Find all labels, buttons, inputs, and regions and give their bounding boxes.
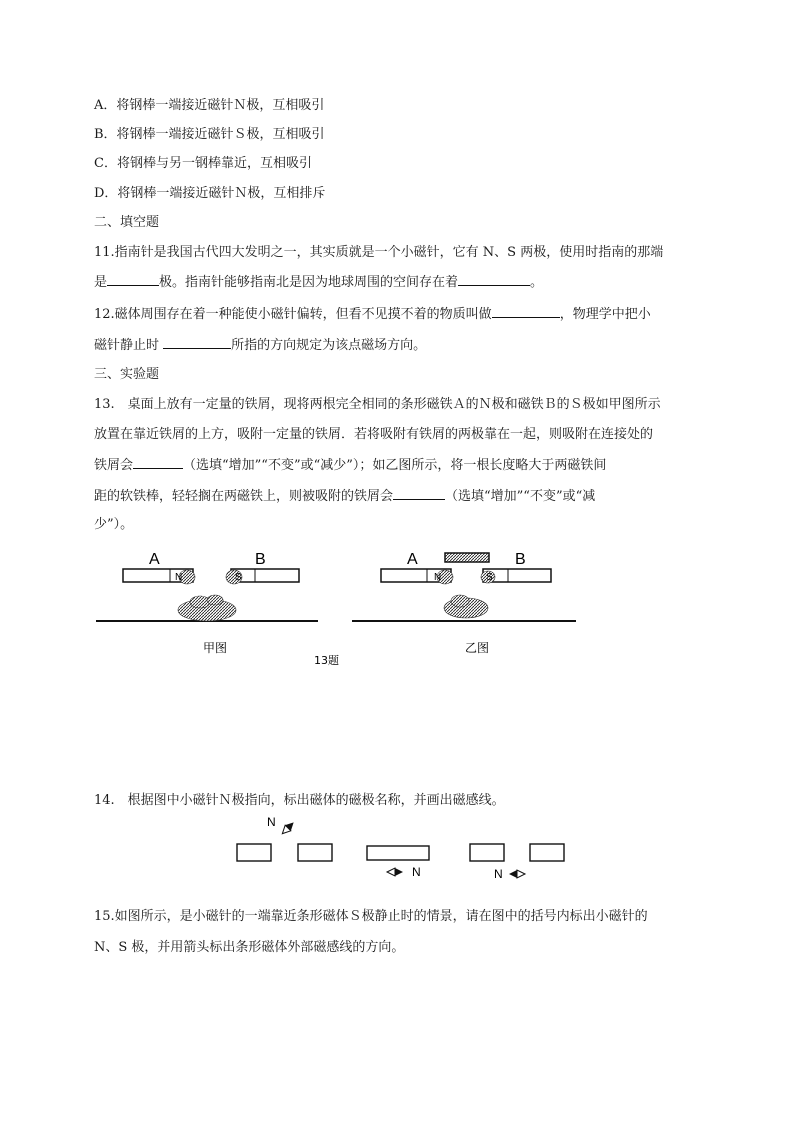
option-d: D．将钢棒一端接近磁针Ｎ极，互相排斥 [94, 186, 326, 201]
label-n-1: N [267, 815, 276, 829]
label-s-right: S [486, 572, 493, 583]
q12-line-2 [94, 336, 426, 355]
label-b-left: B [255, 551, 266, 568]
option-a: A．将钢棒一端接近磁针Ｎ极，互相吸引 [94, 98, 325, 113]
q13-figure [90, 540, 590, 670]
option-b: B．将钢棒一端接近磁针Ｓ极，互相吸引 [94, 127, 325, 142]
q13-line-4 [94, 487, 595, 506]
q12-blank-1[interactable] [492, 305, 560, 318]
caption-yi: 乙图 [465, 641, 490, 655]
soft-iron-bar [445, 553, 489, 562]
q14-text: 14. 根据图中小磁针Ｎ极指向，标出磁体的磁极名称，并画出磁感线。 [94, 793, 505, 808]
q12-line-1 [94, 305, 651, 324]
label-a-left: A [149, 551, 160, 568]
q13-blank-2[interactable] [393, 487, 445, 500]
q13-blank-1[interactable] [133, 456, 183, 469]
magnet-pair1-left [237, 844, 271, 861]
q13-text-d: （选填“增加”“不变”或“减 [445, 489, 596, 504]
figure-yi [352, 551, 576, 655]
magnet-pair3-left [470, 844, 504, 861]
magnet-pair3-right [530, 844, 564, 861]
q15-line-2: N、S 极，并用箭头标出条形磁体外部磁感线的方向。 [94, 940, 405, 955]
q13-text-a: 铁屑会 [94, 458, 134, 473]
q12-blank-2[interactable] [163, 336, 231, 349]
section-experiment-heading: 三、实验题 [94, 367, 160, 382]
compass-needle-3-icon [509, 870, 525, 878]
q11-line-1: 11.指南针是我国古代四大发明之一，其实质就是一个小磁针，它有 N、S 两极，使用时指南的那端 [94, 245, 664, 260]
q13-line-1: 13. 桌面上放有一定量的铁屑，现将两根完全相同的条形磁铁Ａ的Ｎ极和磁铁Ｂ的Ｓ极如甲图所示 [94, 397, 661, 412]
compass-needle-2-icon [387, 868, 403, 876]
label-n-right: N [434, 572, 442, 583]
label-b-right: B [515, 551, 526, 568]
q13-line-3 [94, 456, 606, 475]
compass-needle-1-icon [280, 820, 297, 837]
option-c: C．将钢棒与另一钢棒靠近，互相吸引 [94, 156, 312, 171]
q13-line-5: 少”）。 [94, 517, 134, 532]
q14-figure [230, 812, 575, 887]
label-s-left: S [235, 572, 242, 583]
q11-line-2 [94, 273, 543, 292]
q12-text-d: 所指的方向规定为该点磁场方向。 [231, 338, 427, 353]
caption-13: 13题 [314, 654, 339, 667]
q15-line-1: 15.如图所示，是小磁针的一端靠近条形磁体Ｓ极静止时的情景，请在图中的括号内标出小磁针的 [94, 909, 648, 924]
q11-text-a: 是 [94, 275, 108, 290]
magnet-pair1-right [298, 844, 332, 861]
q13-line-2: 放置在靠近铁屑的上方，吸附一定量的铁屑．若将吸附有铁屑的两极靠在一起，则吸附在连接处的 [94, 427, 654, 442]
label-n-2: N [412, 865, 421, 879]
q11-text-b: 极。指南针能够指南北是因为地球周围的空间存在着 [159, 275, 459, 290]
q12-text-c: 磁针静止时 [94, 338, 164, 353]
q12-text-a: 12.磁体周围存在着一种能使小磁针偏转，但看不见摸不着的物质叫做 [94, 307, 492, 322]
iron-filings-left [178, 570, 242, 621]
label-a-right: A [407, 551, 418, 568]
q12-text-b: ，物理学中把小 [559, 307, 651, 322]
q11-text-c: 。 [530, 275, 544, 290]
figure-jia [96, 551, 318, 655]
q13-text-c: 距的软铁棒，轻轻搁在两磁铁上，则被吸附的铁屑会 [94, 489, 394, 504]
label-n-left: N [175, 572, 183, 583]
section-fill-heading: 二、填空题 [94, 215, 160, 230]
magnet-middle [367, 846, 429, 860]
label-n-3: N [494, 867, 503, 881]
q11-blank-2[interactable] [458, 273, 530, 286]
caption-jia: 甲图 [203, 641, 228, 655]
q11-blank-1[interactable] [107, 273, 159, 286]
q13-text-b: （选填“增加”“不变”或“减少”）；如乙图所示，将一根长度略大于两磁铁间 [183, 458, 607, 473]
